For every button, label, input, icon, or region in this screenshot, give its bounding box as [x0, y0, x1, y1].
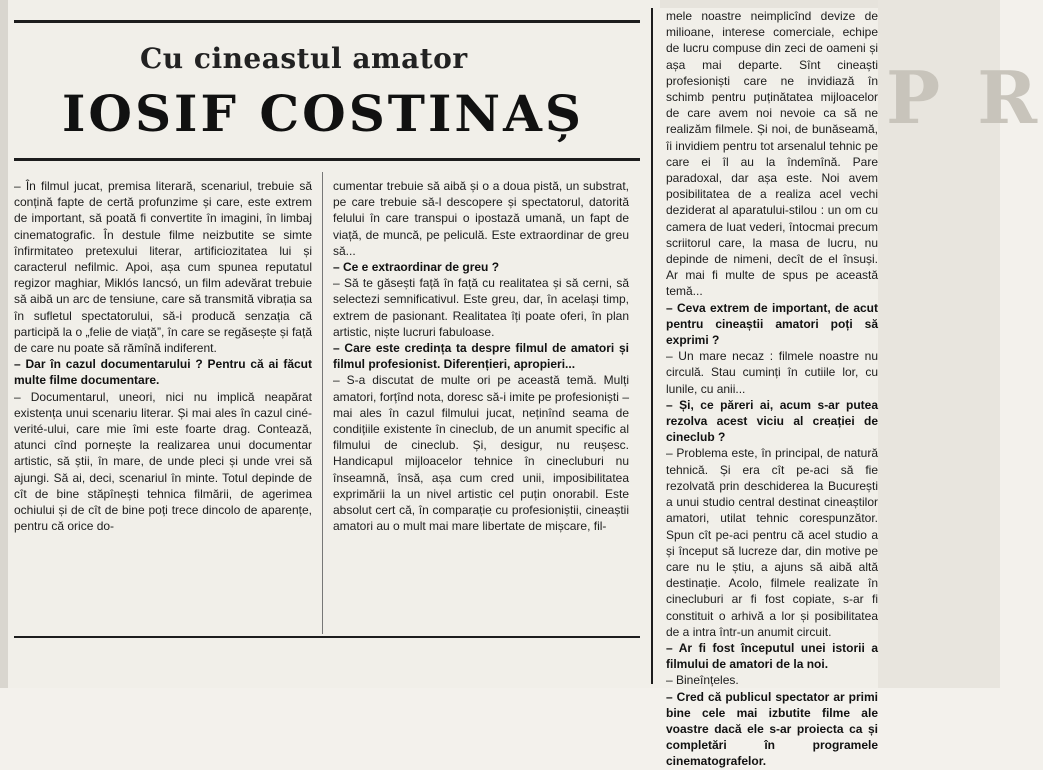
interview-answer: – S-a discutat de multe ori pe această temă. Mulți amatori, forțînd nota, doresc să-i imite pe profesioniști – mai ales în cazul filmului jucat, neținînd seama de condițiile existente în cineclub, de un anumit specific al filmului de cineclub. Și, desigur, nu reușesc. Handicapul mijloacelor tehnice în cinecluburi nu înseamnă, însă, așa cum cred unii, imposibilitatea exprimării la un nivel artistic cel puțin onorabil. Este absolut cert că, în comparație cu profesioniștii, cineaștii amatori au o mult mai mare libertate de mișcare, fil-: [333, 373, 629, 534]
article-kicker: Cu cineastul amator: [140, 42, 468, 75]
text-column-middle: [333, 178, 629, 638]
interview-answer: – În filmul jucat, premisa literară, scenariul, trebuie să conțină fapte de certă profunzime și care, este extrem de important, să poată fi convertite în imagini, în limbaj cinematografic. În destule filme neizbutite se simte înfirmitateo pretexului literar, artificiozitatea lui și caracterul nefilmic. Apoi, așa cum spunea reputatul regizor maghiar, Miklós Iancsó, un film adevărat trebuie să aibă un arc de tensiune, care să transmită vibrația sa în sufletul spectatorului, să-i producă senzația că participă la o „felie de viață”, în care se regăsește și față de care nu poate să rămînă indiferent.: [14, 179, 312, 356]
interview-answer: – Un mare necaz : filmele noastre nu circulă. Stau cuminți în cutiile lor, cu lunile, cu anii...: [666, 349, 878, 396]
interview-answer: – Bineînțeles.: [666, 673, 739, 688]
interview-answer: mele noastre neimplicînd devize de milioane, interese comerciale, echipe de lucru compuse din zeci de oameni și așa mai departe. Sînt cineaști profesioniști care ne invidiază în schimb pentru puținătatea mijloacelor de care avem noi nevoie ca să ne realizăm filmele. Și noi, de bunăseamă, îi invidiem pentru tot arsenalul tehnic pe care ei îl au la îndemînă. Pare paradoxal, dar așa este. Noi avem posibilitatea de a realiza acel vechi deziderat al aparatului-stilou : un om cu camera de luat vederi, întocmai precum scriitorul care, la masa de lucru, nu depinde de nimeni, decît de el însuși. Ar mai fi multe de spus pe această temă...: [666, 9, 878, 299]
text-column-left: [14, 178, 312, 638]
interview-question: – Dar în cazul documentarului ? Pentru că ai făcut multe filme documentare.: [14, 357, 312, 388]
header-bottom-rule: [14, 158, 640, 161]
interview-answer: cumentar trebuie să aibă și o a doua pistă, un substrat, pe care trebuie să-l descopere și spectatorul, datorită felului în care transpui o ipostază umană, un fapt de viață, de muncă, pe peliculă. Este extraordinar de greu să...: [333, 179, 629, 258]
interview-answer: – Documentarul, uneori, nici nu implică neapărat existența unui scenariu literar. Și mai ales în cazul ciné-verité-ului, care mie îmi este foarte drag. Contează, atunci cînd pornește la realizarea unui documentar artistic, să știi, în mare, de unde pleci și unde vrei să ajungi. Să ai, deci, scenariul în minte. Totul depinde de cît de bine stăpînești tehnica filmării, de agerimea ochiului și de cît de bine poți trece dincolo de aparențe, pentru că orice do-: [14, 389, 312, 534]
interview-question: – Cred că publicul spectator ar primi bine cele mai izbutite filme ale voastre dacă ele s-ar proiecta ca și completări în programele cinematografelor.: [666, 689, 878, 769]
interview-question: – Ceva extrem de important, de acut pentru cineaștii amatori poți să exprimi ?: [666, 300, 878, 348]
interview-answer: – Să te găsești față în față cu realitatea și să cerni, să selectezi semnificativul. Este greu, dar, în același timp, extrem de pasionant. Realitatea îți poate oferi, în plan artistic, niște lucruri fabuloase.: [333, 276, 629, 339]
column-divider-middle: [322, 172, 323, 634]
interview-question: – Ar fi fost începutul unei istorii a filmului de amatori de la noi.: [666, 640, 878, 672]
article-headline: IOSIF COSTINAȘ: [62, 84, 585, 143]
bleed-through-text: P R: [886, 55, 1043, 140]
text-column-right: [666, 8, 878, 769]
header-top-rule: [14, 20, 640, 23]
interview-question: – Ce e extraordinar de greu ?: [333, 260, 500, 275]
interview-question: – Și, ce păreri ai, acum s-ar putea rezolva acest viciu al creației de cineclub ?: [666, 397, 878, 445]
page-edge-left: [0, 0, 8, 688]
adjacent-page-bleed: [878, 0, 1043, 688]
column-divider-right: [651, 8, 653, 684]
interview-question: – Care este credința ta despre filmul de amatori și filmul profesionist. Diferențieri, apropieri...: [333, 341, 629, 372]
interview-answer: – Problema este, în principal, de natură tehnică. Și era cît pe-aci să fie rezolvată prin deschiderea la București a unui studio central destinat cineaștilor amatori, utilat tehnic corespunzător. Spun cît pe-aci pentru că acel studio a și început să lucreze dar, din motive pe care nu le știu, a ajuns să aibă altă destinație. Acolo, filmele realizate în cinecluburi ar fi fost copiate, s-ar fi constituit o arhivă a lor și posibilitatea de a intra într-un anumit circuit.: [666, 446, 878, 639]
